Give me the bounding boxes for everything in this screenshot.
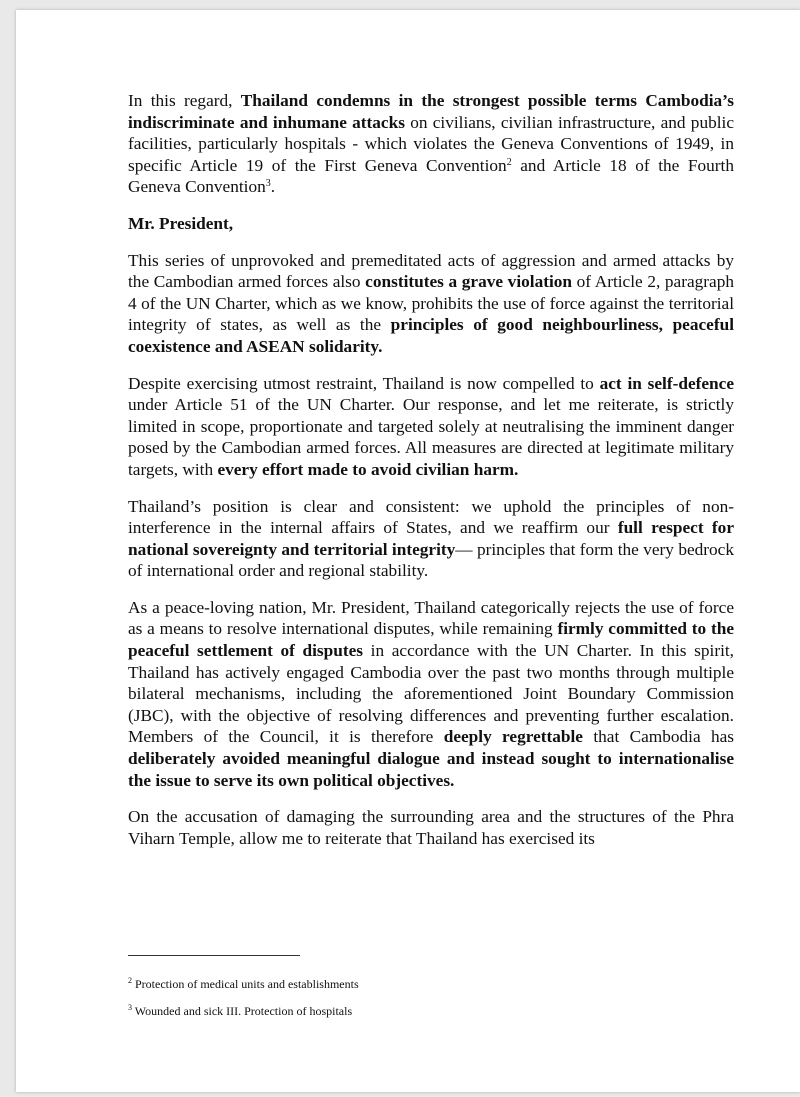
bold-text: constitutes a grave violation xyxy=(365,272,573,292)
bold-text: principles of good neighbourliness, peaceful coexistence and ASEAN solidarity. xyxy=(128,315,735,356)
footnote-text: Protection of medical units and establishments xyxy=(135,977,359,991)
paragraph-temple xyxy=(128,806,734,849)
text-span: Thailand’s position is clear and consistent: we uphold the principles of non-interference in the internal affairs of States, and we reaffirm our xyxy=(128,496,734,538)
text-span: that Cambodia has xyxy=(582,727,734,747)
footnote-divider xyxy=(128,955,300,956)
text-span: under Article 51 of the UN Charter. Our response, and let me reiterate, is strictly limited in scope, proportionate and targeted solely at neutralising the imminent danger posed by the Cambodian armed forces. All measures are directed at legitimate military targets, with xyxy=(128,395,734,479)
text-span: of Article 2, paragraph 4 of the UN Charter, which as we know, prohibits the use of force against the territorial integrity of states, as well as the xyxy=(128,272,734,335)
footnote-2 xyxy=(128,977,359,991)
footnote-ref[interactable]: 3 xyxy=(265,178,271,190)
document-page xyxy=(16,10,800,1092)
footnote-text: Wounded and sick III. Protection of hospitals xyxy=(134,1004,353,1018)
bold-text: Thailand condemns in the strongest possible terms Cambodia’s indiscriminate and inhumane attacks xyxy=(128,91,734,132)
text-span: — principles that form the very bedrock of international order and regional stability. xyxy=(128,539,734,581)
footnote-3 xyxy=(128,1004,352,1018)
text-span: In this regard, xyxy=(128,91,241,110)
footnote-number: 2 xyxy=(128,976,132,985)
text-span: On the accusation of damaging the surrounding area and the structures of the Phra Viharn Temple, allow me to reiterate that Thailand has exercised its xyxy=(128,807,734,848)
paragraph-condemnation xyxy=(128,90,734,198)
salutation-heading: Mr. President, xyxy=(128,213,234,233)
bold-text: act in self-defence xyxy=(599,373,735,393)
bold-text: deliberately avoided meaningful dialogue and instead sought to internationalise the issue to serve its own political objectives. xyxy=(128,749,734,790)
text-span: . xyxy=(270,177,276,197)
text-span: on civilians, civilian infrastructure, and public facilities, particularly hospitals - which violates the Geneva Conventions of 1949, in specific Article 19 of the First Geneva Convention xyxy=(128,112,735,175)
text-span: and Article 18 of the Fourth Geneva Convention xyxy=(128,155,734,197)
bold-text: every effort made to avoid civilian harm. xyxy=(217,459,519,479)
paragraph-violation xyxy=(128,250,734,358)
paragraph-position xyxy=(128,496,734,582)
bold-text: firmly committed to the peaceful settlement of disputes xyxy=(128,619,734,661)
text-span: Despite exercising utmost restraint, Thailand is now compelled to xyxy=(128,373,600,393)
paragraph-self-defence xyxy=(128,373,734,481)
bold-text: deeply regrettable xyxy=(443,727,583,747)
document-body xyxy=(128,90,734,864)
paragraph-peace xyxy=(128,597,734,791)
bold-text: full respect for national sovereignty and territorial integrity xyxy=(128,518,734,559)
footnote-number: 3 xyxy=(128,1003,132,1012)
text-span: As a peace-loving nation, Mr. President, Thailand categorically rejects the use of force as a means to resolve international disputes, while remaining xyxy=(128,597,734,639)
footnote-ref[interactable]: 2 xyxy=(506,156,512,168)
text-span: This series of unprovoked and premeditated acts of aggression and armed attacks by the Cambodian armed forces also xyxy=(128,250,734,292)
text-span: in accordance with the UN Charter. In this spirit, Thailand has actively engaged Cambodia over the past two months through multiple bilateral mechanisms, including the aforementioned Joint Boundary Commission (JBC), with the objective of resolving differences and preventing further escalation. Members of the Council, it is therefore xyxy=(128,641,734,747)
